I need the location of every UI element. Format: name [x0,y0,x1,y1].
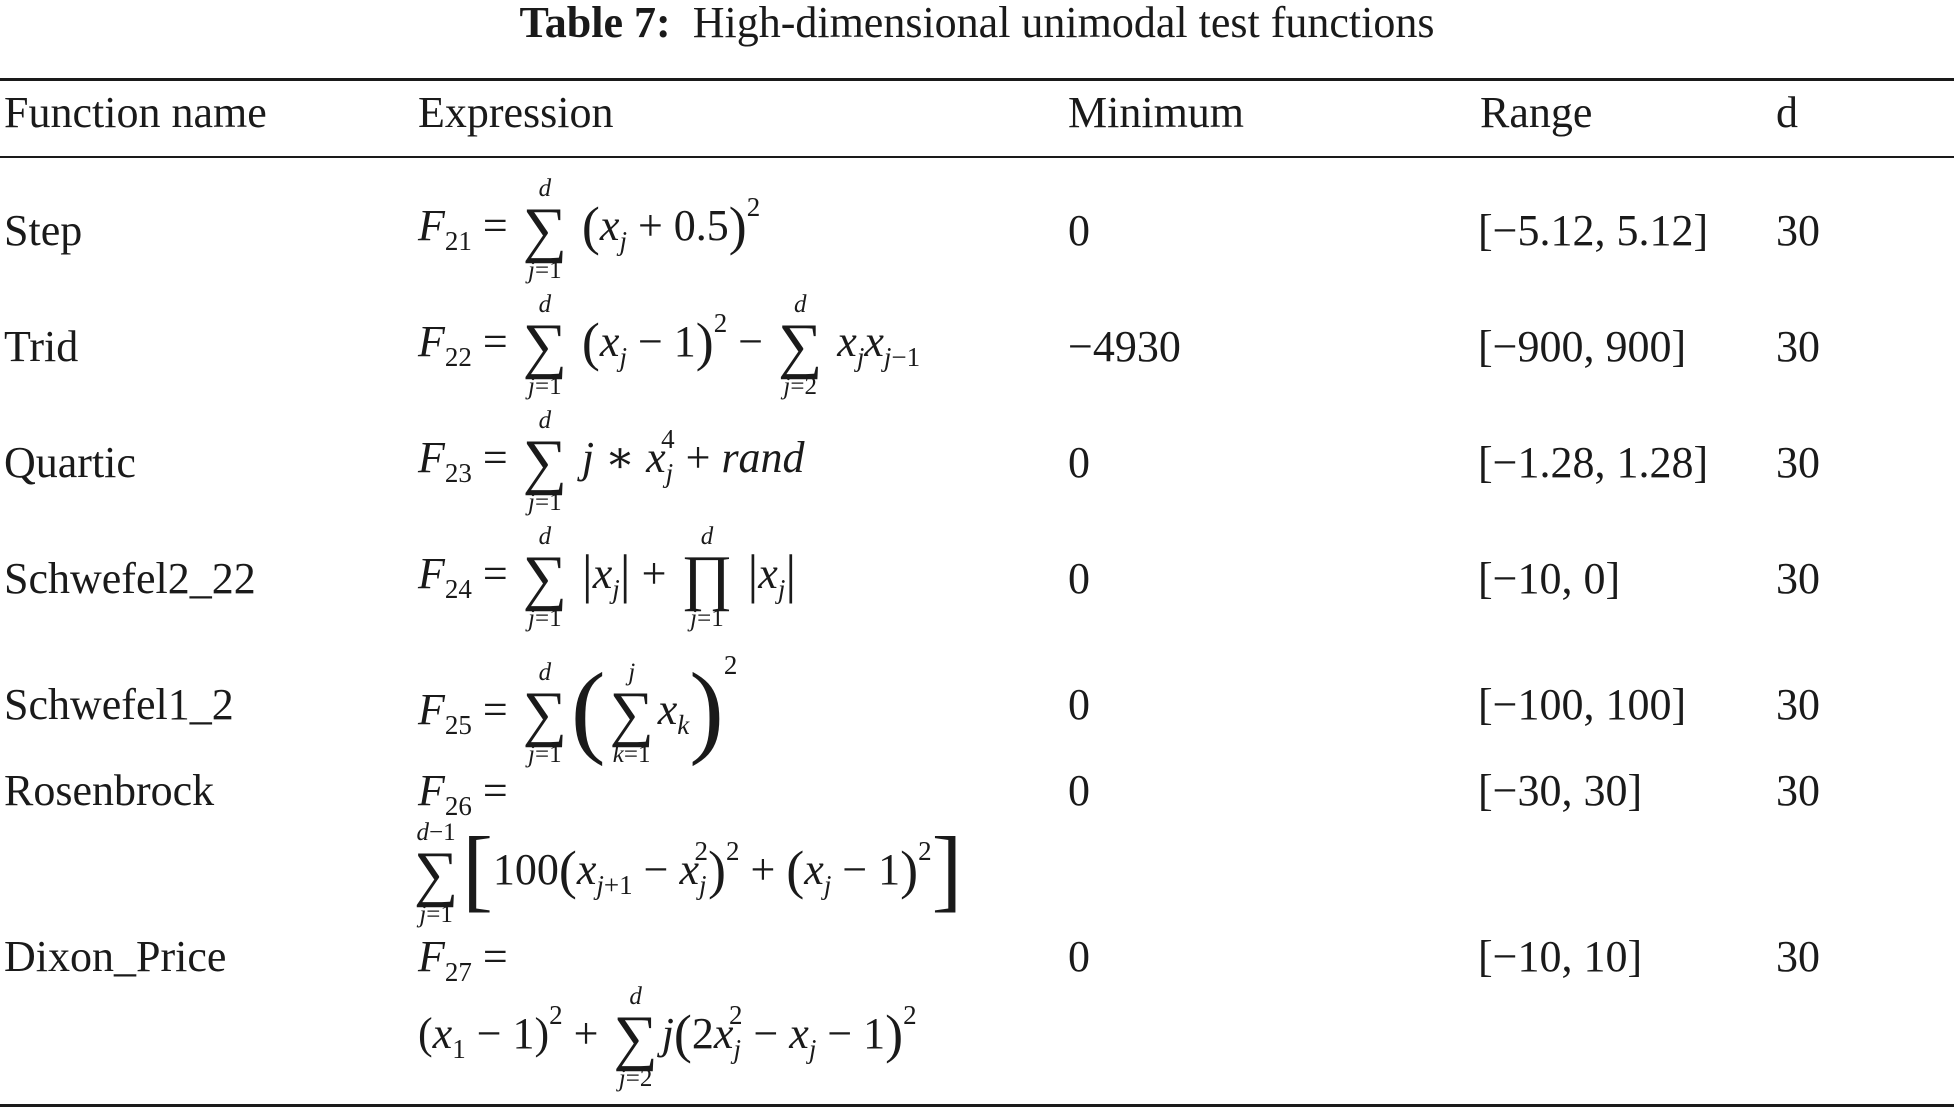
range: [−100, 100] [1478,680,1687,729]
sum-symbol: d ∑ j=2 [613,983,658,1092]
expression: $F_{24}$ = d ∑ j=1 $|x_j|$ + d ∏ j=1 $|x_j|$ [418,523,797,632]
header-rule [0,156,1954,158]
range: [−5.12, 5.12] [1478,206,1709,255]
sum-symbol: d ∑ j=1 [522,407,567,516]
minimum: −4930 [1068,322,1181,371]
minimum: 0 [1068,554,1090,603]
function-name: Rosenbrock [4,766,215,815]
function-name: Schwefel2_22 [4,554,256,603]
dimension: 30 [1776,322,1820,371]
header-d: d [1776,88,1798,137]
range: [−30, 30] [1478,766,1643,815]
sum-symbol: d−1 ∑ j=1 [414,819,459,928]
header-expression: Expression [418,88,614,137]
caption-label: Table 7: [519,0,671,47]
function-name: Dixon_Price [4,932,227,981]
expression-line-2: d−1 ∑ j=1 $[100(x_{j+1} - x_j^2)^2 + (x_j - 1)^2]$ [414,818,963,928]
dimension: 30 [1776,680,1820,729]
expression: $F_{25}$ = d ∑ j=1 ( j ∑ k=1 $x_k)^2$ [418,650,738,768]
range: [−900, 900] [1478,322,1687,371]
sum-symbol: d ∑ j=1 [522,175,567,284]
header-range: Range [1480,88,1593,137]
minimum: 0 [1068,932,1090,981]
caption-text: High-dimensional unimodal test functions [692,0,1435,47]
dimension: 30 [1776,438,1820,487]
dimension: 30 [1776,932,1820,981]
sum-symbol: j ∑ k=1 [609,658,654,768]
expression: $F_{23}$ = d ∑ j=1 j ∗ $x_j^4$ + rand [418,407,805,516]
function-name: Quartic [4,438,136,487]
bottom-rule [0,1104,1954,1107]
range: [−1.28, 1.28] [1478,438,1709,487]
top-rule [0,78,1954,81]
sum-symbol: d ∑ j=2 [778,291,823,400]
header-minimum: Minimum [1068,88,1245,137]
range: [−10, 0] [1478,554,1621,603]
function-name: Step [4,206,83,255]
dimension: 30 [1776,554,1820,603]
sum-symbol: d ∑ j=1 [522,658,567,768]
expression-line-1: $F_{26}$ = [418,766,508,821]
minimum: 0 [1068,206,1090,255]
expression-line-2: $(x_1 - 1)^2$ + d ∑ j=2 $j(2x_j^2 - x_j - 1)^2$ [418,983,917,1092]
header-function-name: Function name [4,88,267,137]
expression: $F_{21}$ = d ∑ j=1 $(x_j + 0.5)^2$ [418,175,761,284]
expression-line-1: $F_{27}$ = [418,932,508,987]
sum-symbol: d ∑ j=1 [522,523,567,632]
function-name: Trid [4,322,79,371]
expression: $F_{22}$ = d ∑ j=1 $(x_j - 1)^2$ − d ∑ j=2 $x_jx_{j-1}$ [418,291,921,400]
range: [−10, 10] [1478,932,1643,981]
product-symbol: d ∏ j=1 [681,523,733,632]
sum-symbol: d ∑ j=1 [522,291,567,400]
table-caption [0,0,1954,48]
dimension: 30 [1776,766,1820,815]
dimension: 30 [1776,206,1820,255]
minimum: 0 [1068,680,1090,729]
minimum: 0 [1068,766,1090,815]
minimum: 0 [1068,438,1090,487]
function-name: Schwefel1_2 [4,680,234,729]
